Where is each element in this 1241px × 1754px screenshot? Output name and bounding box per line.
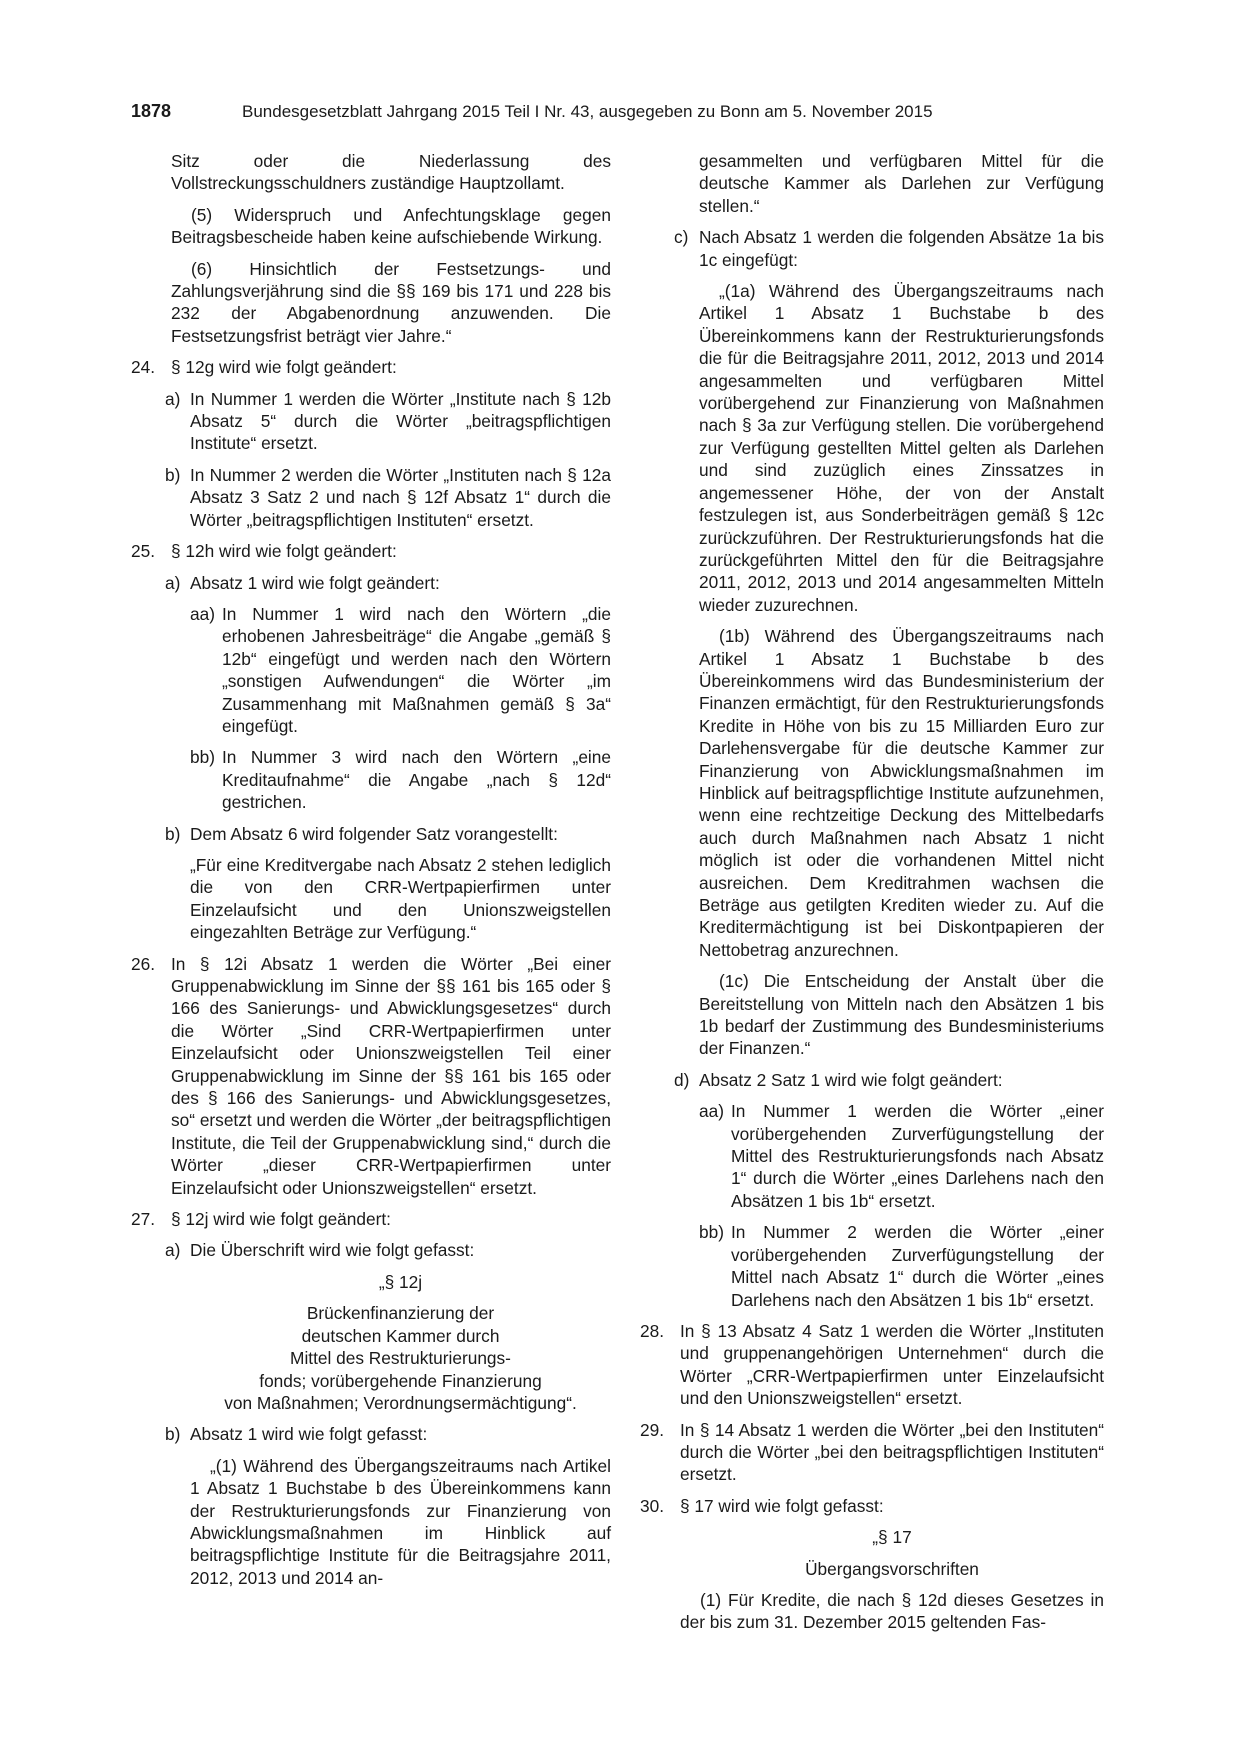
item-27: [131, 1208, 611, 1230]
item-letter: b): [165, 823, 181, 844]
right-column: [640, 150, 1104, 1643]
item-text: In Nummer 2 werden die Wörter „einer vorübergehenden Zurverfügungstellung der Mittel nach Absatz 1“ durch die Wörter „eines Darlehens nach den Absätzen 1 bis 1b“ ersetzt.: [731, 1222, 1104, 1310]
heading-line: Mittel des Restrukturierungs-: [290, 1348, 511, 1369]
item-letter: c): [674, 227, 689, 248]
item-letter: d): [674, 1069, 690, 1090]
item-number: 27.: [131, 1209, 156, 1230]
item-text: In Nummer 1 wird nach den Wörtern „die erhobenen Jahresbeiträge“ die Angabe „gemäß § 12b“ eingefügt und werden nach den Wörtern „sonstigen Aufwendungen“ die Wörter „im Zusammenhang mit Maßnahmen gemäß § 3a“ eingefügt.: [222, 603, 611, 736]
item-number: 28.: [640, 1320, 665, 1341]
item-text: In § 13 Absatz 4 Satz 1 werden die Wörter „Instituten und gruppenangehörigen Unternehmen“ durch die Wörter „CRR-Wertpapierfirmen unter Einzelaufsicht und den Unionszweigstellen“ ersetzt.: [680, 1320, 1104, 1409]
quoted-text-1c: (1c) Die Entscheidung der Anstalt über die Bereitstellung von Mitteln nach den Absätzen 1 bis 1b bedarf der Zustimmung des Bundesministeriums der Finanzen.“: [699, 971, 1104, 1059]
heading-line: fonds; vorübergehende Finanzierung: [259, 1370, 542, 1391]
item-25-b: [131, 823, 611, 845]
quoted-text: (1) Für Kredite, die nach § 12d dieses Gesetzes in der bis zum 31. Dezember 2015 geltenden Fas-: [680, 1589, 1104, 1633]
quoted-text-1a: „(1a) Während des Übergangszeitraums nach Artikel 1 Absatz 1 Buchstabe b des Übereinkommens kann der Restrukturierungsfonds die für die Beitragsjahre 2011, 2012, 2013 und 2014 angesammelten und verfügbaren Mittel vorübergehend zur Finanzierung von Maßnahmen nach § 3a zur Verfügung stellen. Die vorübergehend zur Verfügung gestellten Mittel gelten als Darlehen und sind zuzüglich eines Zinssatzes in angemessener Höhe, der von der Anstalt festzulegen ist, aus Sonderbeiträgen gemäß § 12c zurückzuführen. Der Restrukturierungsfonds hat die zurückgeführten Mittel den für die Beitragsjahre 2011, 2012, 2013 und 2014 angesammelten Mitteln wieder zuzurechnen.: [699, 281, 1104, 615]
item-text: Absatz 2 Satz 1 wird wie folgt geändert:: [699, 1069, 1003, 1090]
header-title: Bundesgesetzblatt Jahrgang 2015 Teil I Nr. 43, ausgegeben zu Bonn am 5. November 2015: [242, 102, 933, 121]
item-25-a-bb: [131, 746, 611, 813]
item-24-a: [131, 388, 611, 455]
item-letter: bb): [190, 747, 215, 768]
section-number: „§ 17: [872, 1527, 912, 1548]
section-heading: [131, 1302, 611, 1414]
item-letter: a): [165, 388, 181, 409]
item-25-a: [131, 572, 611, 594]
item-24: [131, 356, 611, 378]
item-text: § 12g wird wie folgt geändert:: [171, 357, 397, 378]
item-letter: a): [165, 1240, 181, 1261]
item-25: [131, 540, 611, 562]
item-text: § 12j wird wie folgt geändert:: [171, 1209, 391, 1230]
item-text: In Nummer 1 werden die Wörter „einer vorübergehenden Zurverfügungstellung der Mittel des Restrukturierungsfonds nach Absatz 1“ durch die Wörter „eines Darlehens nach den Absätzen 1 bis 1b“ ersetzt.: [731, 1101, 1104, 1211]
item-text: Dem Absatz 6 wird folgender Satz vorangestellt:: [190, 823, 558, 844]
item-letter: aa): [699, 1101, 724, 1122]
item-27-a: [131, 1239, 611, 1261]
item-27-d-aa: [640, 1100, 1104, 1212]
heading-line: Brückenfinanzierung der: [306, 1303, 495, 1324]
item-text: In § 12i Absatz 1 werden die Wörter „Bei einer Gruppenabwicklung im Sinne der §§ 161 bis 165 oder § 166 des Sanierungs- und Abwicklungsgesetzes“ durch die Wörter „Sind CRR-Wertpapierfirmen unter Einzelaufsicht oder Unionszweigstellen Teil einer Gruppenabwicklung im Sinne der §§ 161 bis 165 oder des § 166 des Sanierungs- und Abwicklungsgesetzes, so“ ersetzt und werden die Wörter „der beitragspflichtigen Institute, die Teil der Gruppenabwicklung sind,“ durch die Wörter „dieser CRR-Wertpapierfirmen unter Einzelaufsicht oder Unionszweigstellen“ ersetzt.: [171, 953, 611, 1198]
quoted-text: „Für eine Kreditvergabe nach Absatz 2 stehen lediglich die von den CRR-Wertpapierfirmen unter Einzelaufsicht und den Unionszweigstellen eingezahlten Beträge zur Verfügung.“: [190, 854, 611, 943]
paragraph: Sitz oder die Niederlassung des Vollstreckungsschuldners zuständige Hauptzollamt.: [171, 151, 611, 194]
item-30: [640, 1495, 1104, 1517]
item-letter: bb): [699, 1222, 724, 1243]
item-number: 25.: [131, 541, 156, 562]
item-letter: b): [165, 1424, 181, 1445]
heading-line: deutschen Kammer durch: [301, 1325, 500, 1346]
item-text: Nach Absatz 1 werden die folgenden Absätze 1a bis 1c eingefügt:: [699, 227, 1104, 270]
item-number: 26.: [131, 953, 156, 974]
item-27-d-bb: [640, 1221, 1104, 1311]
item-letter: a): [165, 572, 181, 593]
section-heading: Übergangsvorschriften: [805, 1558, 979, 1579]
left-column: [131, 150, 611, 1598]
item-28: [640, 1320, 1104, 1410]
item-text: In Nummer 1 werden die Wörter „Institute nach § 12b Absatz 5“ durch die Wörter „beitragspflichtigen Institute“ ersetzt.: [190, 388, 611, 454]
paragraph-6: (6) Hinsichtlich der Festsetzungs- und Zahlungsverjährung sind die §§ 169 bis 171 und 228 bis 232 der Abgabenordnung anzuwenden. Die Festsetzungsfrist beträgt vier Jahre.“: [171, 258, 611, 346]
item-25-a-aa: [131, 603, 611, 737]
item-text: § 17 wird wie folgt gefasst:: [680, 1495, 884, 1516]
paragraph: gesammelten und verfügbaren Mittel für die deutsche Kammer als Darlehen zur Verfügung stellen.“: [699, 151, 1104, 216]
section-number: „§ 12j: [378, 1271, 423, 1292]
item-text: § 12h wird wie folgt geändert:: [171, 541, 397, 562]
page-number: 1878: [131, 101, 172, 121]
item-27-d: [640, 1069, 1104, 1091]
item-text: In § 14 Absatz 1 werden die Wörter „bei den Instituten“ durch die Wörter „bei den beitragspflichtigen Instituten“ ersetzt.: [680, 1419, 1104, 1485]
item-number: 24.: [131, 357, 156, 378]
item-text: In Nummer 2 werden die Wörter „Instituten nach § 12a Absatz 3 Satz 2 und nach § 12f Absatz 1“ durch die Wörter „beitragspflichtigen Instituten“ ersetzt.: [190, 464, 611, 530]
item-24-b: [131, 464, 611, 531]
heading-line: von Maßnahmen; Verordnungsermächtigung“.: [224, 1392, 577, 1413]
paragraph-5: (5) Widerspruch und Anfechtungsklage gegen Beitragsbescheide haben keine aufschiebende Wirkung.: [171, 204, 611, 248]
item-text: Absatz 1 wird wie folgt gefasst:: [190, 1424, 428, 1445]
item-text: Absatz 1 wird wie folgt geändert:: [190, 572, 440, 593]
item-number: 30.: [640, 1495, 665, 1516]
item-26: [131, 953, 611, 1199]
item-27-b: [131, 1423, 611, 1445]
item-letter: aa): [190, 603, 215, 624]
quoted-text: „(1) Während des Übergangszeitraums nach Artikel 1 Absatz 1 Buchstabe b des Übereinkommens kann der Restrukturierungsfonds zur Finanzierung von Abwicklungsmaßnahmen im Hinblick auf beitragspflichtige Institute für die Beitragsjahre 2011, 2012, 2013 und 2014 an-: [190, 1455, 611, 1588]
item-text: Die Überschrift wird wie folgt gefasst:: [190, 1240, 475, 1261]
item-29: [640, 1419, 1104, 1486]
item-number: 29.: [640, 1419, 665, 1440]
item-27-c: [640, 226, 1104, 271]
item-letter: b): [165, 464, 181, 485]
item-text: In Nummer 3 wird nach den Wörtern „eine Kreditaufnahme“ die Angabe „nach § 12d“ gestrichen.: [222, 747, 611, 813]
quoted-text-1b: (1b) Während des Übergangszeitraums nach Artikel 1 Absatz 1 Buchstabe b des Übereinkommens wird das Bundesministerium der Finanzen ermächtigt, für den Restrukturierungsfonds Kredite in Höhe von bis zu 15 Milliarden Euro zur Darlehensvergabe für die deutsche Kammer zur Finanzierung von Abwicklungsmaßnahmen im Hinblick auf beitragspflichtige Institute aufzunehmen, wenn eine rechtzeitige Deckung des Mittelbedarfs auch durch Maßnahmen nach Absatz 1 nicht möglich ist oder die vorhandenen Mittel nicht ausreichen. Dem Kreditrahmen wachsen die Beträge aus getilgten Krediten wieder zu. Auf die Kreditermächtigung ist bei Diskontpapieren der Nettobetrag anzurechnen.: [699, 626, 1104, 960]
